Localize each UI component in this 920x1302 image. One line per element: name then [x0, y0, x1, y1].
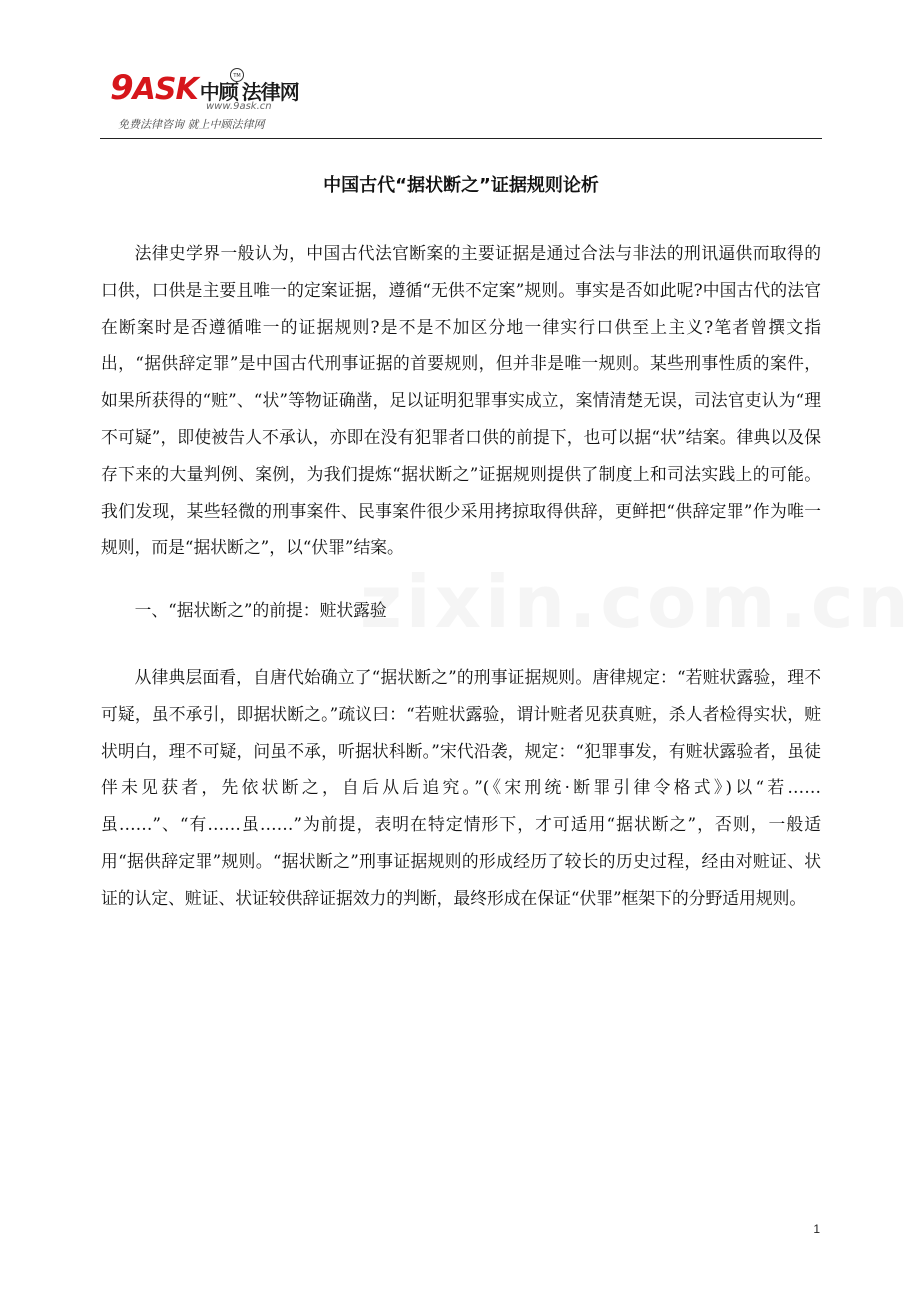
- logo-cn-name-2: 法律网: [241, 80, 299, 104]
- document-title: 中国古代“据状断之”证据规则论析: [323, 175, 599, 196]
- body-paragraph-2: 从律典层面看，自唐代始确立了“据状断之”的刑事证据规则。唐律规定：“若赃状露验，理不可疑，虽不承引，即据状断之。”疏议曰：“若赃状露验，谓计赃者见获真赃，杀人者检得实状，赃状明白，理不可疑，问虽不承，听据状科断。”宋代沿袭，规定：“犯罪事发，有赃状露验者，虽徒伴未见获者，先依状断之，自后从后追究。”(《宋刑统·断罪引律令格式》)以“若……虽……”、“有……虽……”为前提，表明在特定情形下，才可适用“据状断之”，否则，一般适用“据供辞定罪”规则。“据状断之”刑事证据规则的形成经历了较长的历史过程，经由对赃证、状证的认定、赃证、状证较供辞证据效力的判断，最终形成在保证“伏罪”框架下的分野适用规则。: [101, 666, 821, 908]
- logo-ask: ASK: [132, 72, 198, 107]
- logo-slogan: 免费法律咨询 就上中顾法律网: [118, 118, 265, 131]
- trademark-icon: [230, 68, 244, 82]
- document-body: [101, 235, 821, 917]
- logo-nine: 9: [110, 68, 133, 108]
- watermark: zixin.com.cn: [360, 560, 913, 644]
- document-header: [100, 68, 822, 138]
- section-heading: 一、“据状断之”的前提：赃状露验: [134, 600, 387, 621]
- logo-url: www.9ask.cn: [206, 101, 272, 112]
- trademark-text: TM: [233, 73, 241, 79]
- page-number: 1: [813, 1222, 820, 1236]
- logo-cn-name: 中顾: [199, 80, 238, 104]
- header-divider: [100, 138, 822, 139]
- site-logo: [110, 68, 330, 132]
- body-paragraph-1: 法律史学界一般认为，中国古代法官断案的主要证据是通过合法与非法的刑讯逼供而取得的口供，口供是主要且唯一的定案证据，遵循“无供不定案”规则。事实是否如此呢?中国古代的法官在断案时是否遵循唯一的证据规则?是不是不加区分地一律实行口供至上主义?笔者曾撰文指出，“据供辞定罪”是中国古代刑事证据的首要规则，但并非是唯一规则。某些刑事性质的案件，如果所获得的“赃”、“状”等物证确凿，足以证明犯罪事实成立，案情清楚无误，司法官吏认为“理不可疑”，即使被告人不承认，亦即在没有犯罪者口供的前提下，也可以据“状”结案。律典以及保存下来的大量判例、案例，为我们提炼“据状断之”证据规则提供了制度上和司法实践上的可能。我们发现，某些轻微的刑事案件、民事案件很少采用拷掠取得供辞，更鲜把“供辞定罪”作为唯一规则，而是“据状断之”，以“伏罪”结案。: [101, 243, 821, 558]
